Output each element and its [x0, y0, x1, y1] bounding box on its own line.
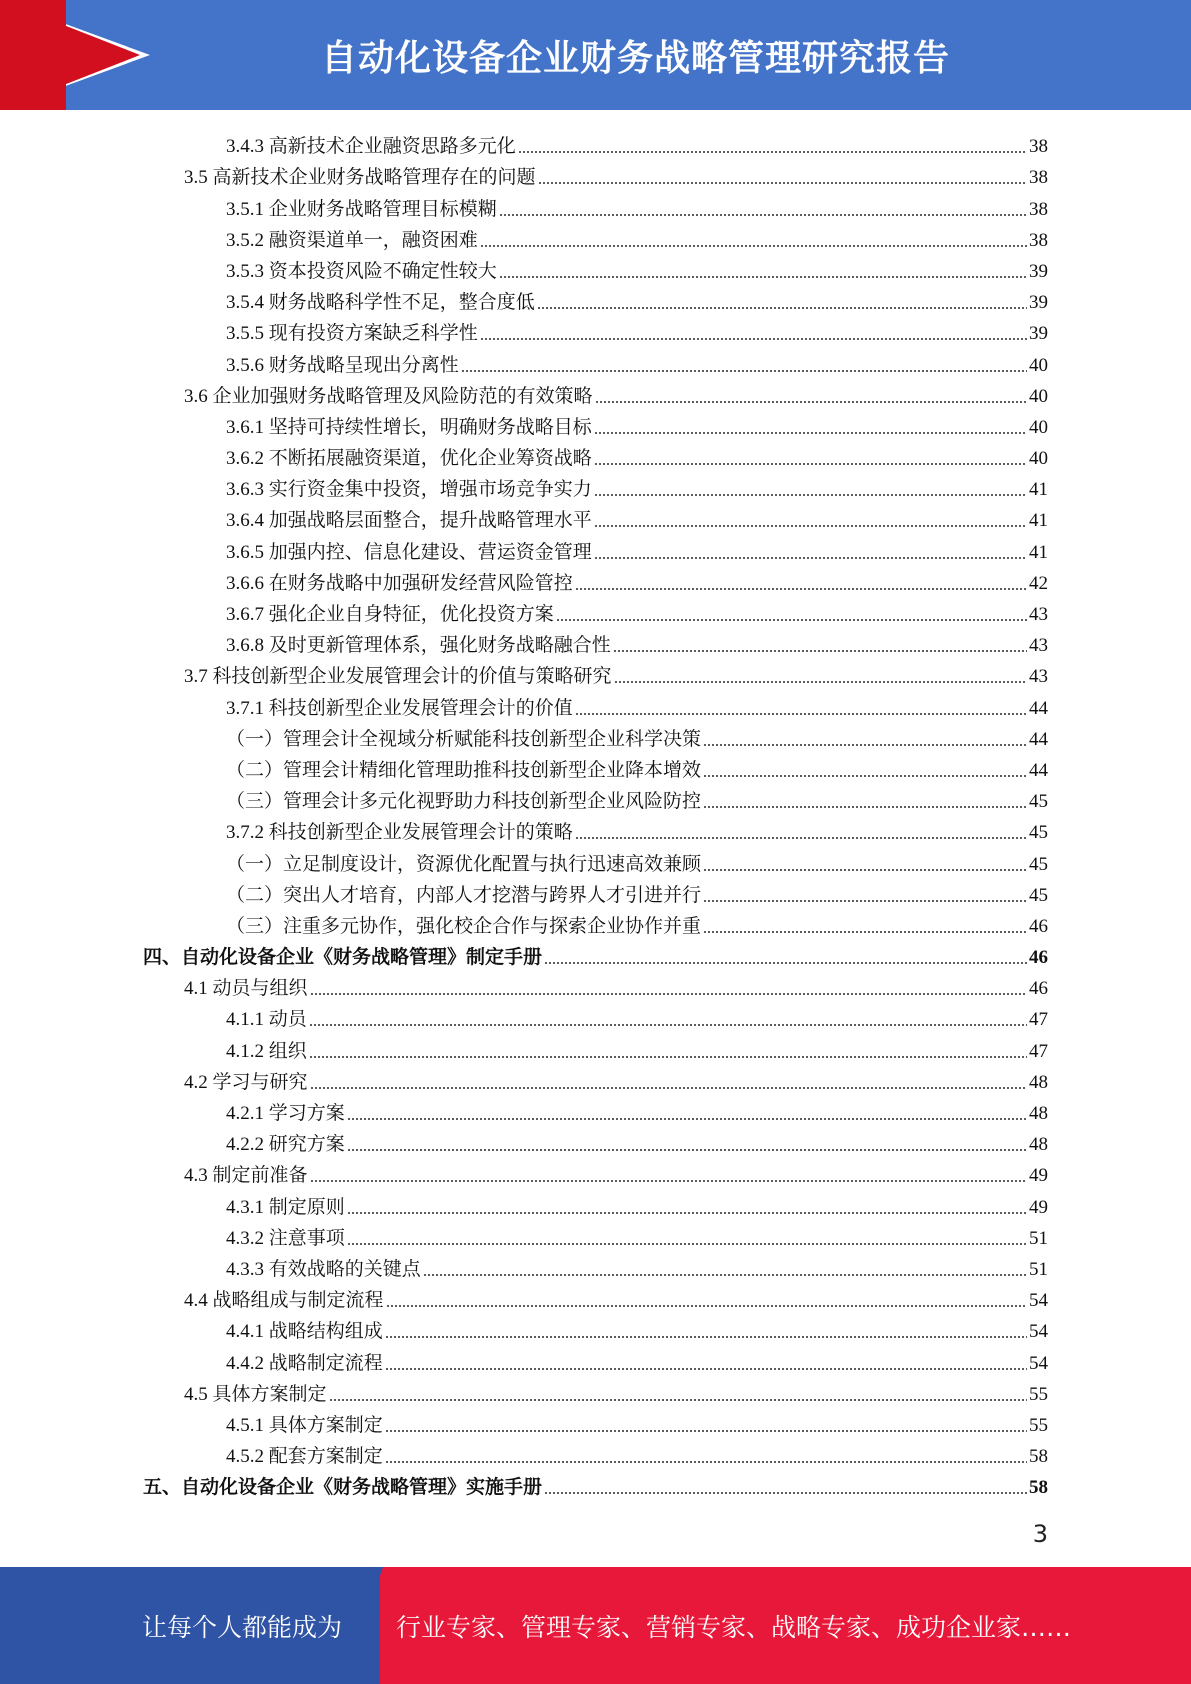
page-footer: [0, 1567, 1191, 1684]
toc-entry-title: 3.6.4 加强战略层面整合，提升战略管理水平: [226, 510, 592, 532]
toc-entry[interactable]: [0, 1219, 1191, 1250]
toc-entry-page: 47: [1029, 1040, 1048, 1062]
toc-leader-dots: [703, 743, 1027, 747]
toc-leader-dots: [310, 1179, 1027, 1183]
toc-entry-page: 51: [1029, 1227, 1048, 1249]
toc-entry-title: 4.4 战略组成与制定流程: [184, 1290, 384, 1312]
toc-entry[interactable]: [0, 1125, 1191, 1156]
footer-blue-slant: [343, 1567, 383, 1684]
toc-entry[interactable]: [0, 501, 1191, 532]
toc-entry[interactable]: [0, 408, 1191, 439]
toc-entry[interactable]: [0, 532, 1191, 563]
toc-leader-dots: [594, 524, 1027, 528]
toc-entry[interactable]: [0, 907, 1191, 938]
toc-leader-dots: [423, 1273, 1027, 1277]
toc-entry-title: 4.2.2 研究方案: [226, 1134, 345, 1156]
toc-entry-title: 四、自动化设备企业《财务战略管理》制定手册: [143, 947, 543, 969]
toc-entry-title: 4.2.1 学习方案: [226, 1103, 345, 1124]
toc-entry[interactable]: [0, 626, 1191, 657]
toc-entry[interactable]: [0, 1031, 1191, 1062]
toc-leader-dots: [614, 680, 1027, 684]
toc-leader-dots: [575, 587, 1027, 591]
toc-leader-dots: [480, 337, 1027, 341]
toc-leader-dots: [575, 712, 1027, 716]
toc-entry[interactable]: [0, 252, 1191, 283]
toc-leader-dots: [703, 868, 1027, 872]
toc-entry-page: 45: [1029, 791, 1048, 813]
toc-entry-page: 49: [1029, 1196, 1048, 1218]
toc-entry-page: 49: [1029, 1165, 1048, 1187]
toc-entry-title: 4.5.2 配套方案制定: [226, 1446, 383, 1468]
footer-slogan-right: 行业专家、管理专家、营销专家、战略专家、成功企业家……: [396, 1612, 1072, 1642]
toc-leader-dots: [385, 1460, 1027, 1464]
toc-leader-dots: [518, 150, 1027, 154]
toc-entry-title: 4.5.1 具体方案制定: [226, 1414, 383, 1436]
toc-entry-page: 39: [1029, 323, 1048, 345]
toc-entry-page: 55: [1029, 1414, 1048, 1436]
toc-leader-dots: [544, 1491, 1027, 1495]
toc-leader-dots: [347, 1148, 1027, 1152]
toc-entry[interactable]: [0, 844, 1191, 875]
toc-entry-page: 46: [1029, 978, 1048, 1000]
toc-entry[interactable]: [0, 751, 1191, 782]
toc-leader-dots: [556, 618, 1027, 622]
toc-entry[interactable]: [0, 938, 1191, 969]
toc-leader-dots: [703, 805, 1027, 809]
toc-entry-title: 3.4.3 高新技术企业融资思路多元化: [226, 136, 516, 158]
toc-leader-dots: [310, 1086, 1027, 1090]
toc-entry[interactable]: [0, 1187, 1191, 1218]
toc-entry[interactable]: [0, 1437, 1191, 1468]
toc-entry-title: 4.3 制定前准备: [184, 1165, 308, 1187]
toc-leader-dots: [480, 244, 1027, 248]
toc-entry-title: 4.2 学习与研究: [184, 1071, 308, 1093]
toc-entry-title: 4.3.3 有效战略的关键点: [226, 1258, 421, 1280]
footer-slogan-left: 让每个人都能成为: [142, 1612, 343, 1642]
toc-entry-title: 4.1 动员与组织: [184, 978, 308, 1000]
toc-entry-title: 3.6.2 不断拓展融资渠道，优化企业筹资战略: [226, 448, 592, 470]
toc-entry[interactable]: [0, 127, 1191, 158]
toc-entry-title: （一）立足制度设计，资源优化配置与执行迅速高效兼顾: [226, 853, 702, 875]
toc-entry-title: 3.5.2 融资渠道单一，融资困难: [226, 229, 478, 251]
toc-entry-title: 3.7 科技创新型企业发展管理会计的价值与策略研究: [184, 666, 612, 688]
toc-entry[interactable]: [0, 1468, 1191, 1499]
toc-entry-page: 39: [1029, 260, 1048, 282]
toc-entry-page: 38: [1029, 198, 1048, 220]
toc-entry-title: 3.6 企业加强财务战略管理及风险防范的有效策略: [184, 385, 593, 407]
toc-entry[interactable]: [0, 1312, 1191, 1343]
toc-entry[interactable]: [0, 1063, 1191, 1094]
toc-leader-dots: [309, 1023, 1027, 1027]
toc-entry-page: 54: [1029, 1352, 1048, 1374]
toc-entry-page: 46: [1029, 915, 1048, 937]
document-title: 自动化设备企业财务战略管理研究报告: [320, 37, 950, 79]
toc-entry-page: 47: [1029, 1009, 1048, 1031]
toc-leader-dots: [347, 1242, 1027, 1246]
page-header: [0, 0, 1191, 110]
header-red-block: [0, 0, 66, 110]
toc-leader-dots: [594, 493, 1027, 497]
toc-leader-dots: [386, 1304, 1027, 1308]
toc-entry-title: 3.5 高新技术企业财务战略管理存在的问题: [184, 167, 536, 189]
toc-entry-title: 4.5 具体方案制定: [184, 1383, 327, 1405]
toc-entry-page: 41: [1029, 541, 1048, 563]
toc-entry[interactable]: [0, 720, 1191, 751]
toc-entry[interactable]: [0, 1156, 1191, 1187]
toc-leader-dots: [347, 1117, 1027, 1121]
toc-entry-page: 40: [1029, 416, 1048, 438]
toc-entry[interactable]: [0, 470, 1191, 501]
toc-entry-title: 3.6.5 加强内控、信息化建设、营运资金管理: [226, 541, 592, 563]
toc-entry-page: 40: [1029, 385, 1048, 407]
toc-entry-page: 40: [1029, 448, 1048, 470]
toc-leader-dots: [575, 836, 1027, 840]
toc-entry[interactable]: [0, 1375, 1191, 1406]
toc-entry[interactable]: [0, 345, 1191, 376]
toc-entry-title: 4.4.1 战略结构组成: [226, 1321, 383, 1343]
toc-entry-page: 58: [1029, 1477, 1048, 1499]
toc-entry-page: 43: [1029, 666, 1048, 688]
toc-leader-dots: [499, 275, 1027, 279]
toc-entry-page: 54: [1029, 1290, 1048, 1312]
toc-entry-title: 3.5.1 企业财务战略管理目标模糊: [226, 198, 497, 220]
toc-leader-dots: [703, 774, 1027, 778]
toc-leader-dots: [595, 400, 1027, 404]
toc-entry-page: 43: [1029, 604, 1048, 625]
toc-entry-page: 43: [1029, 635, 1048, 657]
toc-entry-page: 41: [1029, 479, 1048, 501]
toc-entry[interactable]: [0, 595, 1191, 626]
toc-leader-dots: [613, 649, 1027, 653]
toc-entry[interactable]: [0, 564, 1191, 595]
toc-entry[interactable]: [0, 876, 1191, 907]
toc-leader-dots: [537, 306, 1027, 310]
toc-leader-dots: [538, 181, 1027, 185]
toc-entry-title: 3.5.3 资本投资风险不确定性较大: [226, 260, 497, 282]
toc-entry-title: （三）注重多元协作，强化校企合作与探索企业协作并重: [226, 915, 702, 937]
toc-entry[interactable]: [0, 657, 1191, 688]
toc-entry[interactable]: [0, 189, 1191, 220]
toc-entry[interactable]: [0, 1250, 1191, 1281]
toc-entry[interactable]: [0, 1094, 1191, 1125]
toc-leader-dots: [594, 556, 1027, 560]
toc-entry-page: 42: [1029, 572, 1048, 594]
toc-entry-page: 48: [1029, 1071, 1048, 1093]
toc-entry-title: （三）管理会计多元化视野助力科技创新型企业风险防控: [226, 791, 702, 813]
toc-entry-page: 51: [1029, 1258, 1048, 1280]
toc-leader-dots: [703, 899, 1027, 903]
toc-leader-dots: [309, 1055, 1027, 1059]
toc-entry[interactable]: [0, 314, 1191, 345]
toc-entry-title: 3.7.1 科技创新型企业发展管理会计的价值: [226, 697, 573, 719]
toc-entry-page: 44: [1029, 728, 1048, 750]
toc-entry-title: 4.3.2 注意事项: [226, 1227, 345, 1249]
toc-entry-title: 3.6.3 实行资金集中投资，增强市场竞争实力: [226, 479, 592, 501]
toc-entry[interactable]: [0, 283, 1191, 314]
toc-entry-page: 46: [1029, 947, 1048, 969]
toc-entry-page: 44: [1029, 697, 1048, 719]
toc-leader-dots: [385, 1367, 1027, 1371]
toc-entry[interactable]: [0, 221, 1191, 252]
toc-entry[interactable]: [0, 1281, 1191, 1312]
toc-entry-title: 4.1.1 动员: [226, 1009, 307, 1031]
toc-entry-title: （一）管理会计全视域分析赋能科技创新型企业科学决策: [226, 728, 702, 750]
toc-entry-title: 3.5.6 财务战略呈现出分离性: [226, 354, 459, 376]
toc-entry-page: 40: [1029, 354, 1048, 376]
toc-entry-page: 38: [1029, 136, 1048, 158]
toc-entry-title: （二）管理会计精细化管理助推科技创新型企业降本增效: [226, 759, 702, 781]
toc-entry-page: 48: [1029, 1134, 1048, 1156]
toc-entry-page: 48: [1029, 1103, 1048, 1124]
toc-entry-page: 39: [1029, 292, 1048, 314]
toc-leader-dots: [329, 1398, 1027, 1402]
toc-entry-page: 58: [1029, 1446, 1048, 1468]
toc-entry-page: 45: [1029, 853, 1048, 875]
toc-entry-title: （二）突出人才培育，内部人才挖潜与跨界人才引进并行: [226, 884, 702, 906]
toc-entry-title: 3.5.5 现有投资方案缺乏科学性: [226, 323, 478, 345]
toc-leader-dots: [499, 213, 1027, 217]
toc-entry-title: 3.7.2 科技创新型企业发展管理会计的策略: [226, 822, 573, 844]
toc-entry-page: 44: [1029, 759, 1048, 781]
toc-entry[interactable]: [0, 158, 1191, 189]
toc-entry[interactable]: [0, 1343, 1191, 1374]
toc-leader-dots: [461, 369, 1027, 373]
toc-entry-title: 4.3.1 制定原则: [226, 1196, 345, 1218]
toc-entry-page: 38: [1029, 167, 1048, 189]
toc-leader-dots: [310, 992, 1027, 996]
toc-entry-title: 3.5.4 财务战略科学性不足，整合度低: [226, 292, 535, 314]
toc-leader-dots: [703, 930, 1027, 934]
toc-entry-title: 4.1.2 组织: [226, 1040, 307, 1062]
toc-entry-title: 4.4.2 战略制定流程: [226, 1352, 383, 1374]
toc-entry-title: 3.6.8 及时更新管理体系，强化财务战略融合性: [226, 635, 611, 657]
toc-leader-dots: [544, 961, 1027, 965]
toc-entry[interactable]: [0, 1406, 1191, 1437]
toc-entry[interactable]: [0, 439, 1191, 470]
toc-entry-page: 41: [1029, 510, 1048, 532]
toc-leader-dots: [385, 1429, 1027, 1433]
toc-leader-dots: [594, 462, 1027, 466]
toc-leader-dots: [385, 1335, 1027, 1339]
toc-entry-title: 3.6.1 坚持可持续性增长，明确财务战略目标: [226, 416, 592, 438]
toc-entry[interactable]: [0, 1000, 1191, 1031]
page-number: 3: [1032, 1520, 1048, 1548]
toc-entry-page: 45: [1029, 884, 1048, 906]
toc-leader-dots: [594, 431, 1027, 435]
toc-entry[interactable]: [0, 688, 1191, 719]
toc-entry-title: 3.6.7 强化企业自身特征，优化投资方案: [226, 604, 554, 625]
table-of-contents: [0, 127, 1191, 1499]
toc-entry-title: 3.6.6 在财务战略中加强研发经营风险管控: [226, 572, 573, 594]
toc-entry-title: 五、自动化设备企业《财务战略管理》实施手册: [143, 1477, 543, 1499]
toc-entry-page: 45: [1029, 822, 1048, 844]
toc-entry-page: 38: [1029, 229, 1048, 251]
toc-entry[interactable]: [0, 969, 1191, 1000]
toc-entry[interactable]: [0, 782, 1191, 813]
toc-entry[interactable]: [0, 813, 1191, 844]
toc-entry-page: 55: [1029, 1383, 1048, 1405]
toc-entry-page: 54: [1029, 1321, 1048, 1343]
toc-leader-dots: [347, 1211, 1027, 1215]
toc-entry[interactable]: [0, 377, 1191, 408]
